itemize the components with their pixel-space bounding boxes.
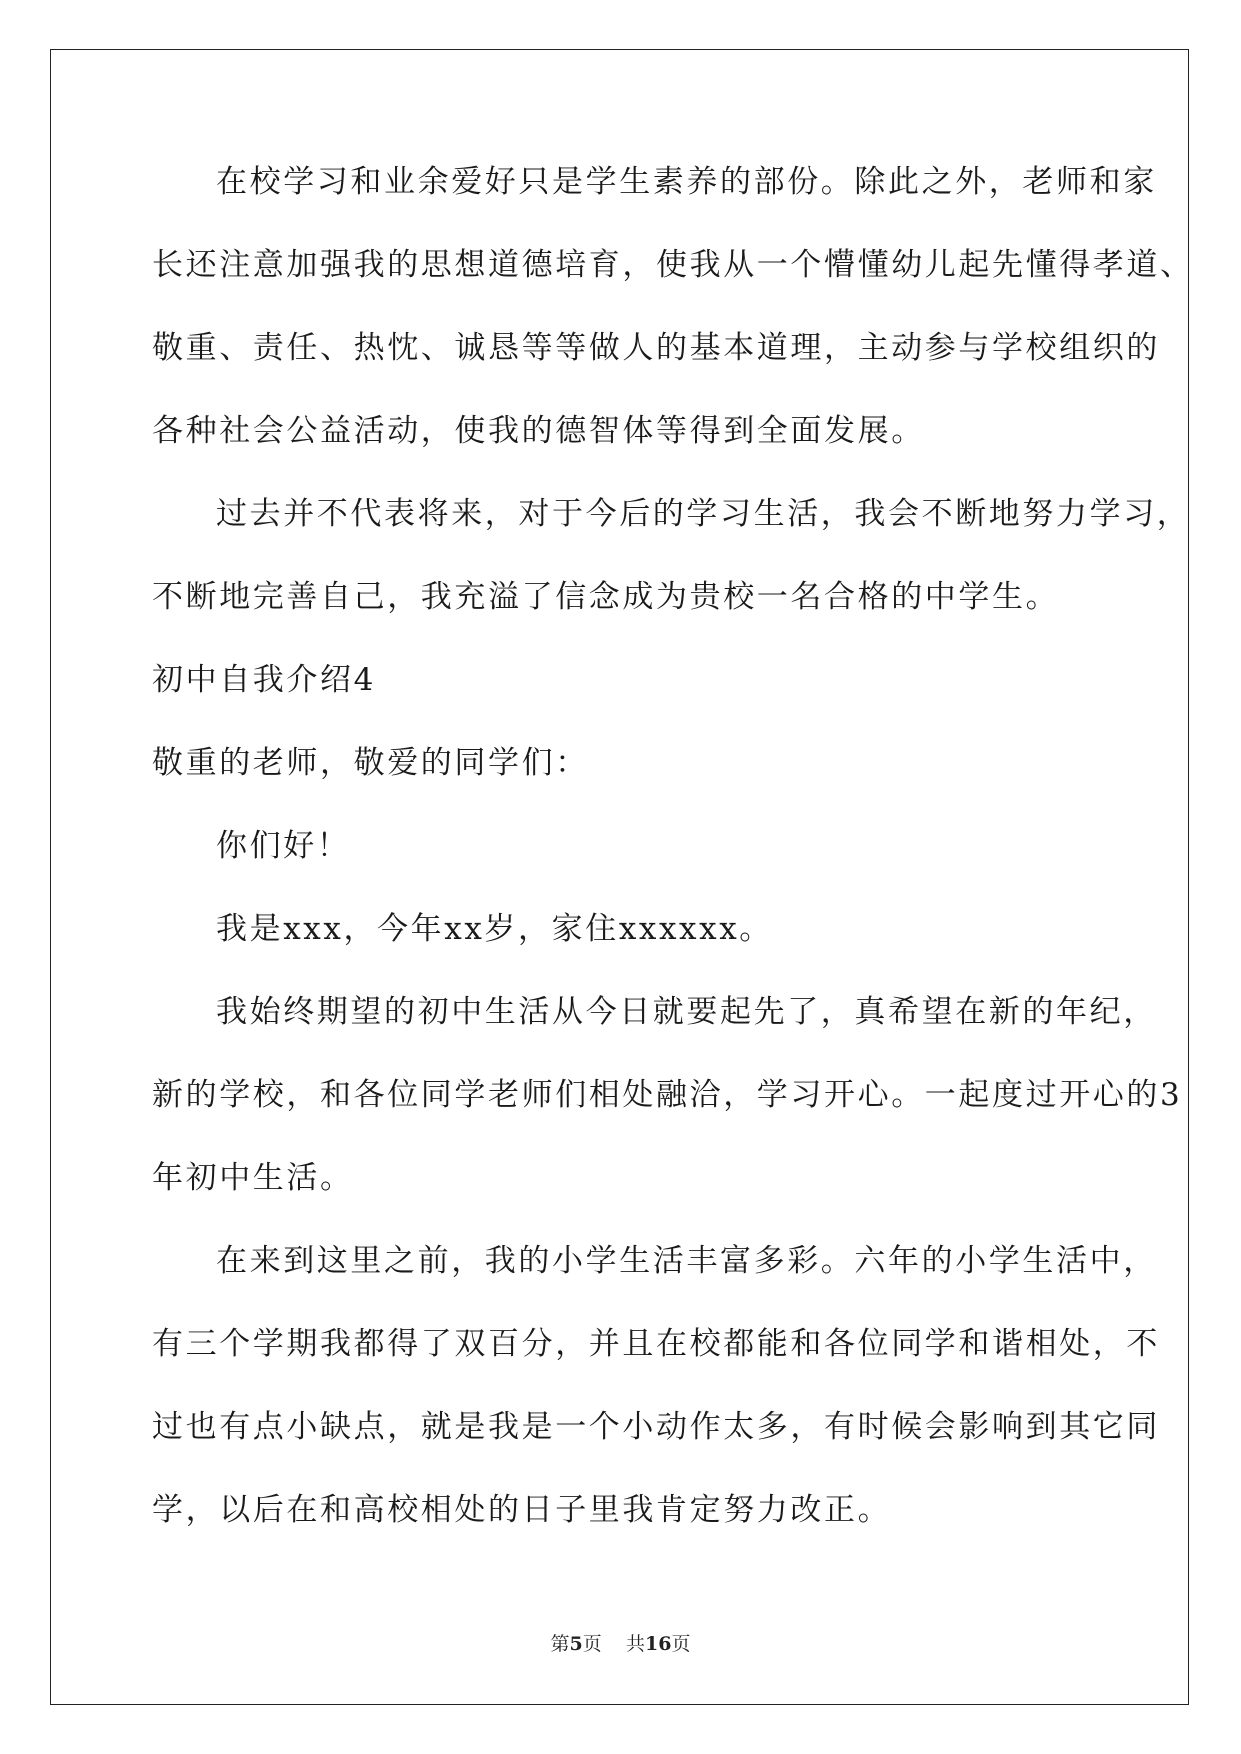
paragraph-line: 不断地完善自己，我充溢了信念成为贵校一名合格的中学生。 xyxy=(152,579,1060,615)
paragraph-line: 在校学习和业余爱好只是学生素养的部份。除此之外，老师和家 xyxy=(216,164,1157,200)
current-page-number: 5 xyxy=(569,1633,583,1655)
footer-prefix: 第 xyxy=(550,1633,570,1655)
paragraph-line: 各种社会公益活动，使我的德智体等得到全面发展。 xyxy=(152,413,925,449)
page-border xyxy=(50,49,1189,1705)
page-footer xyxy=(0,1629,1241,1656)
section-heading: 初中自我介绍4 xyxy=(152,662,376,698)
paragraph-line: 我是xxx，今年xx岁，家住xxxxxx。 xyxy=(216,911,773,947)
paragraph-line: 学，以后在和高校相处的日子里我肯定努力改正。 xyxy=(152,1492,892,1528)
footer-page-suffix: 页 xyxy=(582,1633,602,1655)
paragraph-line: 在来到这里之前，我的小学生活丰富多彩。六年的小学生活中， xyxy=(216,1243,1157,1279)
paragraph-line: 长还注意加强我的思想道德培育，使我从一个懵懂幼儿起先懂得孝道、 xyxy=(152,247,1194,283)
total-page-count: 16 xyxy=(644,1633,672,1655)
paragraph-line: 年初中生活。 xyxy=(152,1160,354,1196)
paragraph-line: 敬重、责任、热忱、诚恳等等做人的基本道理，主动参与学校组织的 xyxy=(152,330,1160,366)
paragraph-line: 有三个学期我都得了双百分，并且在校都能和各位同学和谐相处，不 xyxy=(152,1326,1160,1362)
paragraph-line: 过去并不代表将来，对于今后的学习生活，我会不断地努力学习， xyxy=(216,496,1191,532)
paragraph-line: 过也有点小缺点，就是我是一个小动作太多，有时候会影响到其它同 xyxy=(152,1409,1160,1445)
footer-total-suffix: 页 xyxy=(671,1633,691,1655)
footer-total-prefix: 共 xyxy=(625,1633,645,1655)
paragraph-line: 新的学校，和各位同学老师们相处融洽，学习开心。一起度过开心的3 xyxy=(152,1077,1183,1113)
salutation: 敬重的老师，敬爱的同学们： xyxy=(152,745,589,781)
greeting: 你们好！ xyxy=(216,828,351,864)
paragraph-line: 我始终期望的初中生活从今日就要起先了，真希望在新的年纪， xyxy=(216,994,1157,1030)
